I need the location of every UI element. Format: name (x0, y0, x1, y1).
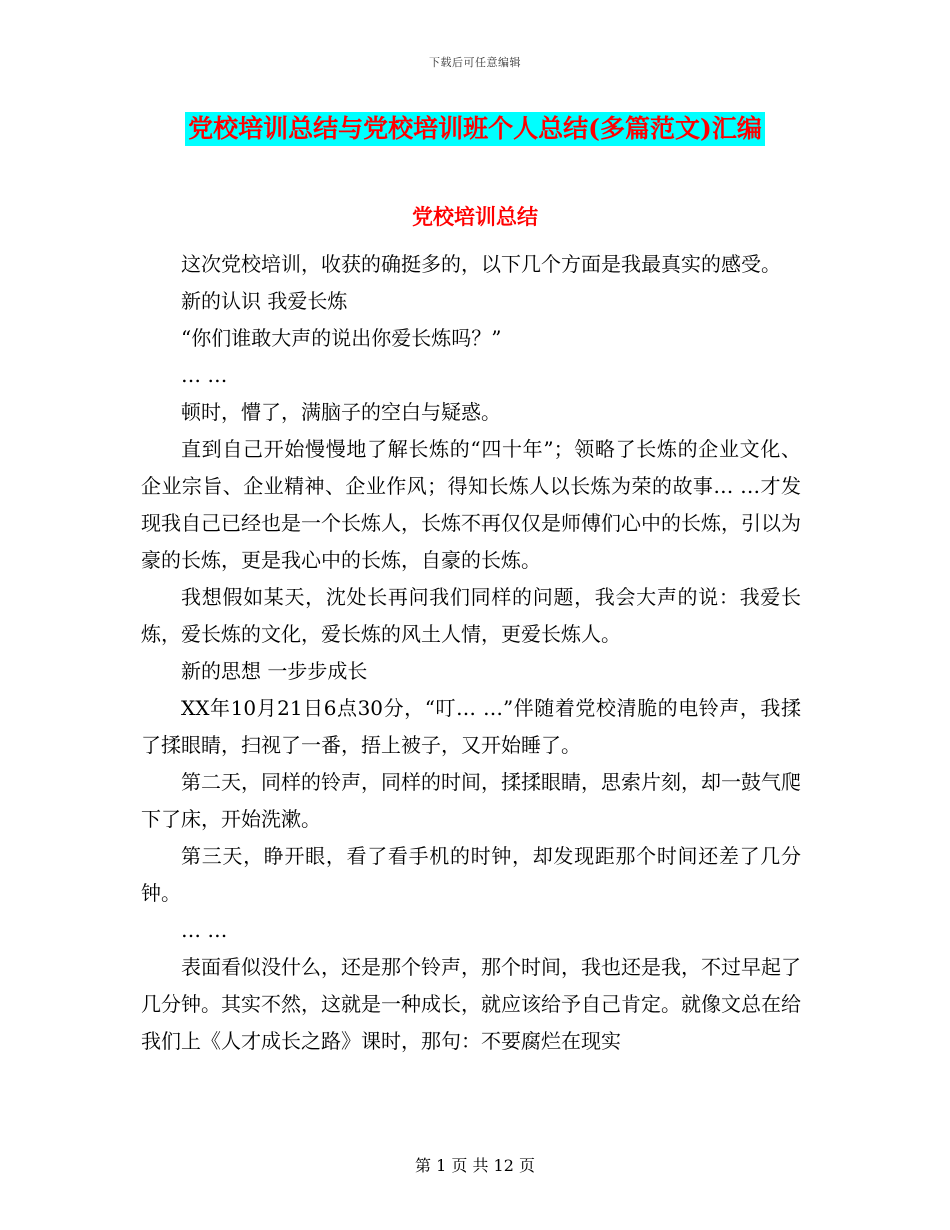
paragraph: … … (181, 918, 228, 942)
paragraph: 第二天，同样的铃声，同样的时间，揉揉眼睛，思索片刻，却一鼓气爬下了床，开始洗漱。 (141, 770, 801, 831)
paragraph: XX年10月21日6点30分，“叮… …”伴随着党校清脆的电铃声，我揉了揉眼睛，扫视了一番，捂上被子，又开始睡了。 (141, 696, 801, 757)
paragraph: 顿时，懵了，满脑子的空白与疑惑。 (181, 400, 501, 424)
document-title-container (0, 112, 950, 146)
section-title: 党校培训总结 (412, 204, 538, 229)
paragraph: “你们谁敢大声的说出你爱长炼吗？” (181, 326, 502, 350)
paragraph: 表面看似没什么，还是那个铃声，那个时间，我也还是我，不过早起了几分钟。其实不然，这就是一种成长，就应该给予自己肯定。就像文总在给我们上《人才成长之路》课时，那句：不要腐烂在现实 (141, 955, 801, 1053)
document-body (141, 246, 801, 1060)
paragraph: 新的认识 我爱长炼 (181, 289, 348, 313)
paragraph: 第三天，睁开眼，看了看手机的时钟，却发现距那个时间还差了几分钟。 (141, 844, 801, 905)
paragraph: 我想假如某天，沈处长再问我们同样的问题，我会大声的说：我爱长炼，爱长炼的文化，爱长炼的风土人情，更爱长炼人。 (141, 585, 801, 646)
page-footer: 第 1 页 共 12 页 (415, 1156, 535, 1175)
paragraph: 这次党校培训，收获的确挺多的，以下几个方面是我最真实的感受。 (181, 252, 781, 276)
header-note: 下载后可任意编辑 (429, 56, 521, 69)
paragraph: 新的思想 一步步成长 (181, 659, 368, 683)
paragraph: … … (181, 363, 228, 387)
document-title: 党校培训总结与党校培训班个人总结(多篇范文)汇编 (185, 112, 765, 146)
paragraph: 直到自己开始慢慢地了解长炼的“四十年”；领略了长炼的企业文化、企业宗旨、企业精神、企业作风；得知长炼人以长炼为荣的故事… …才发现我自己已经也是一个长炼人，长炼不再仅仅是师傅们心中的长炼，引以为豪的长炼，更是我心中的长炼，自豪的长炼。 (141, 437, 801, 572)
